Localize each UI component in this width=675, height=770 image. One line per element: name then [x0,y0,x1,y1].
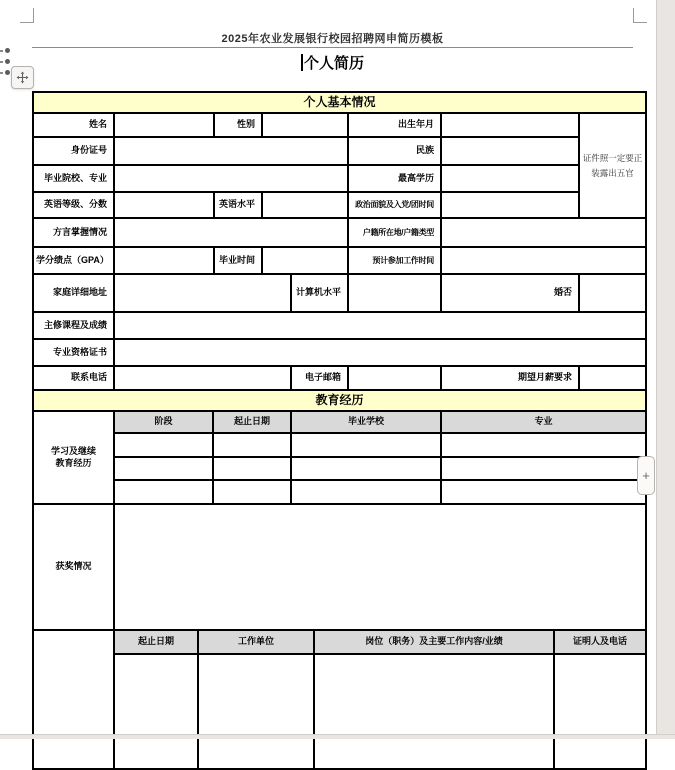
basic-info-table-top [32,91,647,275]
title-divider [32,47,633,48]
resume-heading: 个人简历 [32,52,633,73]
edu-header-major: 专业 [441,411,646,433]
label-birth-date: 出生年月 [348,113,441,137]
input-birth-date[interactable] [441,113,579,137]
document-canvas-bottom-edge [0,734,675,739]
input-name[interactable] [114,113,214,137]
edu-input-major-3[interactable] [441,480,646,504]
input-home-address[interactable] [114,274,291,312]
label-gender: 性别 [214,113,262,137]
photo-note-line1: 证件照一定要正 [582,153,643,164]
work-input-reference-1[interactable] [554,654,646,769]
page-margin-mark-top-left-icon [20,8,34,23]
education-label-line1: 学习及继续 [50,446,96,457]
photo-note-line2: 装露出五官 [591,167,634,178]
input-english-proficiency[interactable] [262,192,348,218]
edu-input-major-1[interactable] [441,433,646,457]
input-graduation-date[interactable] [262,247,348,274]
label-phone: 联系电话 [33,366,114,390]
label-graduation-date: 毕业时间 [214,247,262,274]
label-expected-salary: 期望月薪要求 [441,366,579,390]
input-expected-start[interactable] [441,247,646,274]
edu-input-major-2[interactable] [441,457,646,480]
input-awards[interactable] [114,504,646,630]
input-household[interactable] [441,218,646,247]
work-header-employer: 工作单位 [198,630,314,654]
label-english-proficiency: 英语水平 [214,192,262,218]
work-header-position: 岗位（职务）及主要工作内容/业绩 [314,630,554,654]
work-header-dates: 起止日期 [114,630,198,654]
input-certificates[interactable] [114,339,646,366]
label-home-address: 家庭详细地址 [33,274,114,312]
label-awards: 获奖情况 [33,504,114,630]
edu-input-dates-1[interactable] [213,433,291,457]
input-highest-degree[interactable] [441,165,579,192]
document-canvas-gutter [656,0,675,739]
input-gender[interactable] [262,113,348,137]
work-input-employer-1[interactable] [198,654,314,769]
edu-input-stage-2[interactable] [114,457,213,480]
input-english-level-score[interactable] [114,192,214,218]
page-margin-mark-top-right-icon [633,8,647,23]
plus-icon: + [642,468,650,483]
edu-input-stage-1[interactable] [114,433,213,457]
work-header-reference: 证明人及电话 [554,630,646,654]
input-dialect[interactable] [114,218,348,247]
label-highest-degree: 最高学历 [348,165,441,192]
edu-input-school-1[interactable] [291,433,441,457]
insert-row-button[interactable] [637,456,655,495]
edu-header-stage: 阶段 [114,411,213,433]
input-ethnicity[interactable] [441,137,579,165]
edu-input-school-3[interactable] [291,480,441,504]
input-gpa[interactable] [114,247,214,274]
label-id-number: 身份证号 [33,137,114,165]
edu-header-school: 毕业学校 [291,411,441,433]
input-main-courses[interactable] [114,312,646,339]
work-row-label-cell [33,630,114,769]
work-input-dates-1[interactable] [114,654,198,769]
input-id-number[interactable] [114,137,348,165]
input-political-status[interactable] [441,192,579,218]
input-phone[interactable] [114,366,291,390]
label-email: 电子邮箱 [291,366,348,390]
label-household: 户籍所在地/户籍类型 [348,218,441,247]
label-name: 姓名 [33,113,114,137]
text-cursor [301,54,303,71]
work-table [32,629,647,770]
edu-input-dates-3[interactable] [213,480,291,504]
photo-cell[interactable] [579,113,646,218]
arrows-move-icon [16,71,29,84]
input-computer-level[interactable] [348,274,441,312]
input-marital-status[interactable] [579,274,646,312]
label-certificates: 专业资格证书 [33,339,114,366]
label-marital-status: 婚否 [441,274,579,312]
table-move-handle[interactable] [11,66,34,89]
input-email[interactable] [348,366,441,390]
edu-input-dates-2[interactable] [213,457,291,480]
input-school-major[interactable] [114,165,348,192]
basic-info-table-bottom [32,273,647,391]
awards-table [32,503,647,631]
label-ethnicity: 民族 [348,137,441,165]
label-school-major: 毕业院校、专业 [33,165,114,192]
education-table [32,389,647,505]
education-label-line2: 教育经历 [55,457,92,468]
edu-input-school-2[interactable] [291,457,441,480]
label-expected-start: 预计参加工作时间 [348,247,441,274]
edu-header-dates: 起止日期 [213,411,291,433]
label-gpa: 学分绩点（GPA） [33,247,114,274]
document-title: 2025年农业发展银行校园招聘网申简历模板 [221,33,444,45]
section-title-basic: 个人基本情况 [33,92,646,113]
label-main-courses: 主修课程及成绩 [33,312,114,339]
label-political-status: 政治面貌及入党/团时间 [348,192,441,218]
work-input-position-1[interactable] [314,654,554,769]
input-expected-salary[interactable] [579,366,646,390]
label-computer-level: 计算机水平 [291,274,348,312]
label-english-level-score: 英语等级、分数 [33,192,114,218]
label-dialect: 方言掌握情况 [33,218,114,247]
edu-input-stage-3[interactable] [114,480,213,504]
label-education-history [33,411,114,504]
section-title-education: 教育经历 [33,390,646,411]
resume-table [32,91,645,770]
